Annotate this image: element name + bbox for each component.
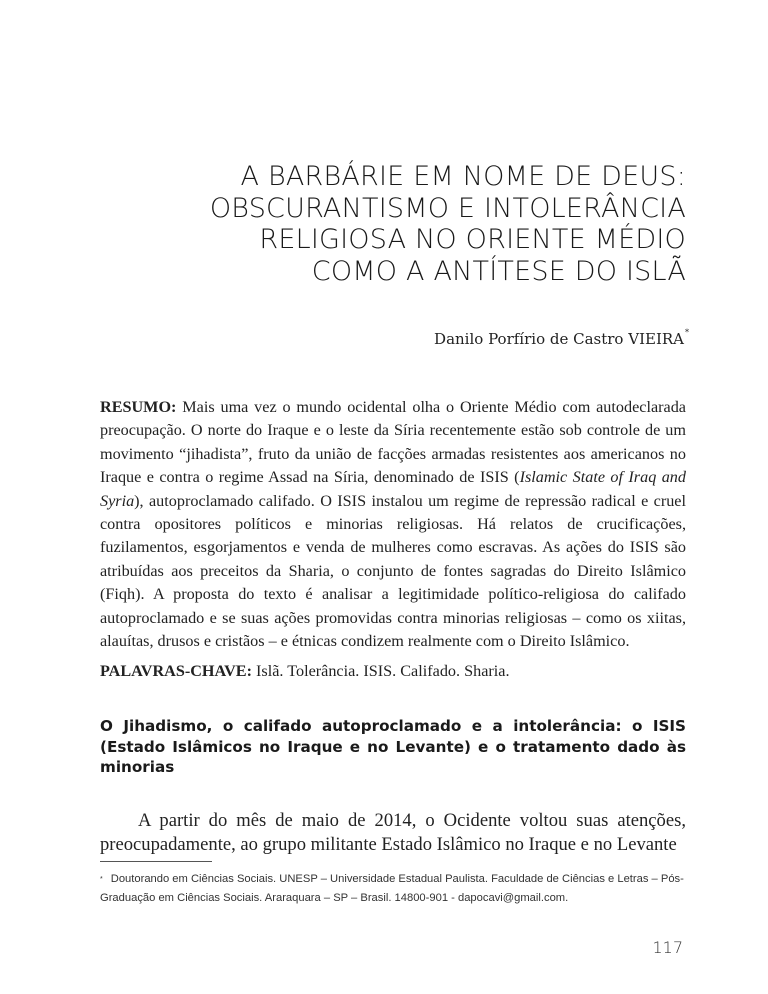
page-number: 117 — [652, 938, 683, 957]
keywords — [100, 662, 510, 681]
title-line-3: RELIGIOSA NO ORIENTE MÉDIO — [259, 224, 686, 255]
body-paragraph: A partir do mês de maio de 2014, o Ocidente voltou suas atenções, preocupadamente, ao grupo militante Estado Islâmico no Iraque e no Levante — [100, 810, 686, 855]
abstract — [100, 396, 686, 653]
footnote — [100, 870, 690, 908]
keywords-label: PALAVRAS-CHAVE: — [100, 662, 252, 680]
footnote-text: Doutorando em Ciências Sociais. UNESP – Universidade Estadual Paulista. Faculdade de Ciências e Letras – Pós-Graduação em Ciências Sociais. Araraquara – SP – Brasil. 14800-901 - dapocavi@gmail.com. — [100, 873, 684, 904]
abstract-italic-term: Islamic State of Iraq and Syria — [100, 468, 686, 510]
title-line-1: A BARBÁRIE EM NOME DE DEUS: — [240, 161, 686, 192]
footnote-divider — [100, 861, 212, 862]
author-name: Danilo Porfírio de Castro VIEIRA — [434, 330, 684, 348]
footnote-marker: * — [100, 876, 103, 883]
abstract-text-2: ), autoproclamado califado. O ISIS instalou um regime de repressão radical e cruel contra opositores políticos e minorias religiosas. Há relatos de crucificações, fuzilamentos, esgorjamentos e venda de mulheres como escravas. As ações do ISIS são atribuídas aos preceitos da Sharia, o conjunto de fontes sagradas do Direito Islâmico (Fiqh). A proposta do texto é analisar a legitimidade político-religiosa do califado autoproclamado e se suas ações promovidas contra minorias religiosas – como os xiitas, alauítas, drusos e cristãos – e étnicas condizem realmente com o Direito Islâmico. — [100, 491, 686, 651]
article-title — [166, 161, 686, 287]
abstract-text-1: Mais uma vez o mundo ocidental olha o Oriente Médio com autodeclarada preocupação. O norte do Iraque e o leste da Síria recentemente estão sob controle de um movimento “jihadista”, fruto da união de facções armadas resistentes aos americanos no Iraque e contra o regime Assad na Síria, denominado de ISIS ( — [100, 398, 686, 487]
title-line-2: OBSCURANTISMO E INTOLERÂNCIA — [209, 192, 686, 224]
section-heading: O Jihadismo, o califado autoproclamado e a intolerância: o ISIS (Estado Islâmicos no Iraque e no Levante) e o tratamento dado às minorias — [100, 717, 686, 776]
author-line — [434, 330, 689, 348]
author-footnote-marker: * — [685, 328, 689, 337]
keywords-text: Islã. Tolerância. ISIS. Califado. Sharia. — [252, 662, 510, 680]
abstract-label: RESUMO: — [100, 398, 177, 416]
title-line-4: COMO A ANTÍTESE DO ISLÃ — [311, 255, 686, 287]
